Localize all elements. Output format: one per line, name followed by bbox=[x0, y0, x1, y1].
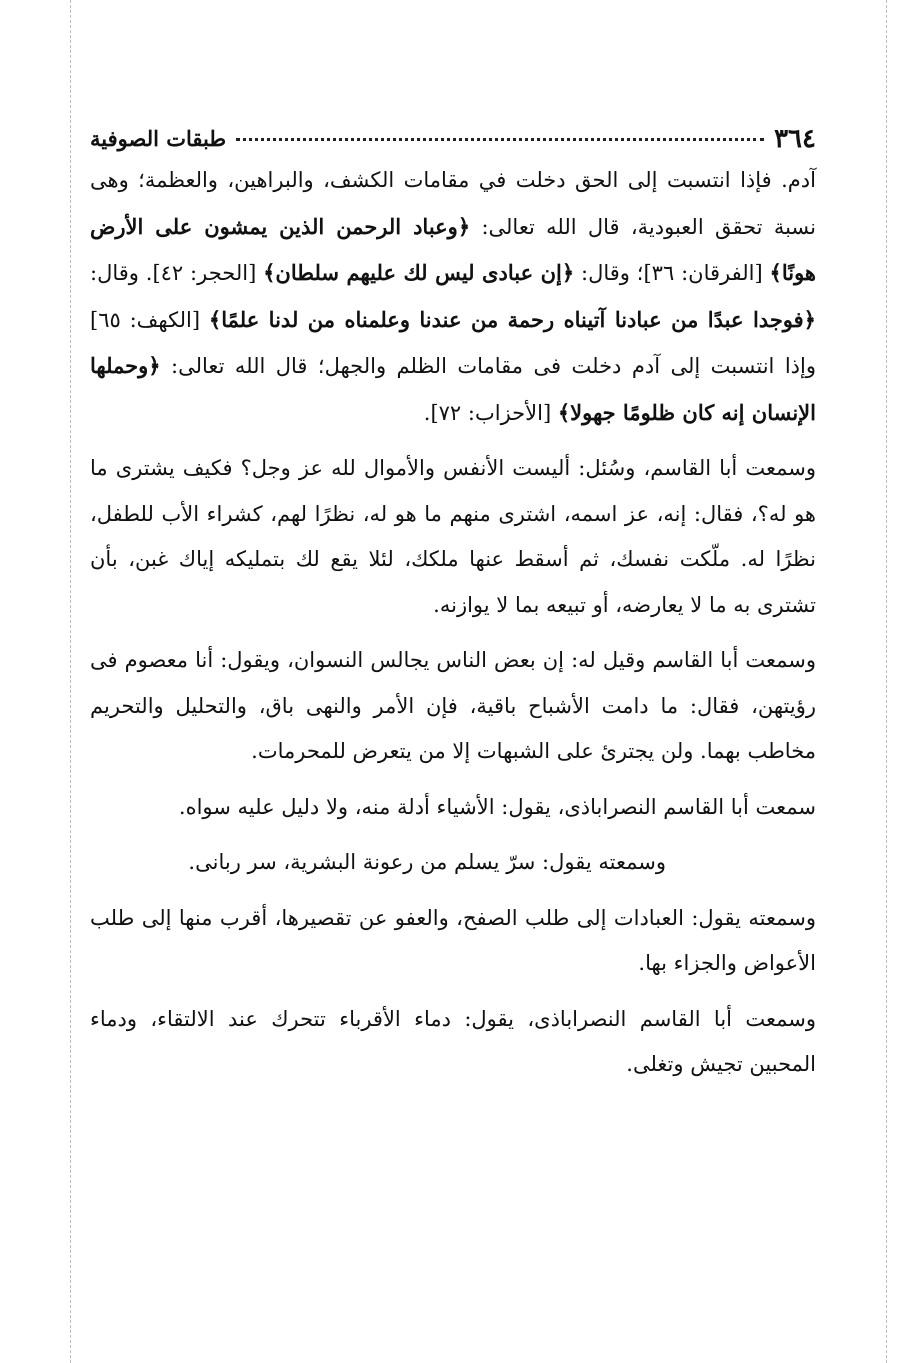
text-segment: [الفرقان: ٣٦]؛ وقال: bbox=[574, 261, 770, 285]
quran-verse: ﴿وحملها الإنسان إنه كان ظلومًا جهولا﴾ bbox=[90, 353, 816, 425]
scan-fold-line-right bbox=[886, 0, 887, 1363]
text-segment: [الحجر: ٤٢]. وقال: bbox=[90, 261, 264, 285]
text-segment: سمعت أبا القاسم النصراباذى، يقول: الأشياء أدلة منه، ولا دليل عليه سواه. bbox=[178, 794, 816, 819]
book-title: طبقات الصوفية bbox=[90, 126, 227, 151]
text-segment: [الأحزاب: ٧٢]. bbox=[423, 400, 558, 425]
text-segment: وسمعته يقول: العبادات إلى طلب الصفح، والعفو عن تقصيرها، أقرب منها إلى طلب الأعواض والجزاء بها. bbox=[90, 905, 816, 975]
quran-verse: ﴿إن عبادى ليس لك عليهم سلطان﴾ bbox=[263, 260, 575, 285]
quran-verse: ﴿وعباد الرحمن الذين يمشون على الأرض هونًا﴾ bbox=[90, 213, 816, 285]
paragraph bbox=[90, 896, 816, 987]
text-segment: وسمعت أبا القاسم وقيل له: إن بعض الناس يجالس النسوان، ويقول: أنا معصوم فى رؤيتهن، فقال: ما دامت الأشباح باقية، فإن الأمر والنهى باق، والتحليل والتحريم مخاطب بهما. ولن يجترئ على الشبهات إلا من يتعرض للمحرمات. bbox=[90, 648, 816, 763]
page-number: ٣٦٤ bbox=[774, 124, 816, 154]
paragraph bbox=[90, 785, 816, 831]
text-segment: [الكهف: ٦٥] وإذا انتسبت إلى آدم دخلت فى مقامات الظلم والجهل؛ قال الله تعالى: bbox=[90, 307, 816, 378]
leader-dots bbox=[236, 138, 764, 141]
text-segment: وسمعت أبا القاسم النصراباذى، يقول: دماء الأقرباء تتحرك عند الالتقاء، ودماء المحبين تجيش وتغلى. bbox=[90, 1006, 816, 1076]
running-header bbox=[90, 120, 816, 158]
body-text bbox=[90, 158, 816, 1088]
text-segment: آدم. فإذا انتسبت إلى الحق دخلت في مقامات الكشف، والبراهين، والعظمة؛ وهى نسبة تحقق العبودية، قال الله تعالى: bbox=[90, 168, 816, 239]
paragraph bbox=[90, 840, 816, 886]
paragraph bbox=[90, 997, 816, 1088]
quran-verse: ﴿فوجدا عبدًا من عبادنا آتيناه رحمة من عندنا وعلمناه من لدنا علمًا﴾ bbox=[208, 306, 816, 332]
paragraph bbox=[90, 446, 816, 628]
text-segment: وسمعت أبا القاسم، وسُئل: أليست الأنفس والأموال لله عز وجل؟ فكيف يشترى ما هو له؟، فقال: إنه، عز اسمه، اشترى منهم ما هو له، نظرًا لهم، كشراء الأب للطفل، نظرًا له. ملّكت نفسك، ثم أسقط عنها ملكك، لئلا يقع لك بتمليكه إياك غبن، بأن تشترى به ما لا يعارضه، أو تبيعه بما لا يوازنه. bbox=[90, 456, 816, 617]
paragraph bbox=[90, 638, 816, 775]
paragraph bbox=[90, 158, 816, 436]
book-page bbox=[90, 120, 816, 1088]
text-segment: وسمعته يقول: سرّ يسلم من رعونة البشرية، سر ربانى. bbox=[188, 850, 666, 874]
scan-fold-line-left bbox=[70, 0, 71, 1363]
